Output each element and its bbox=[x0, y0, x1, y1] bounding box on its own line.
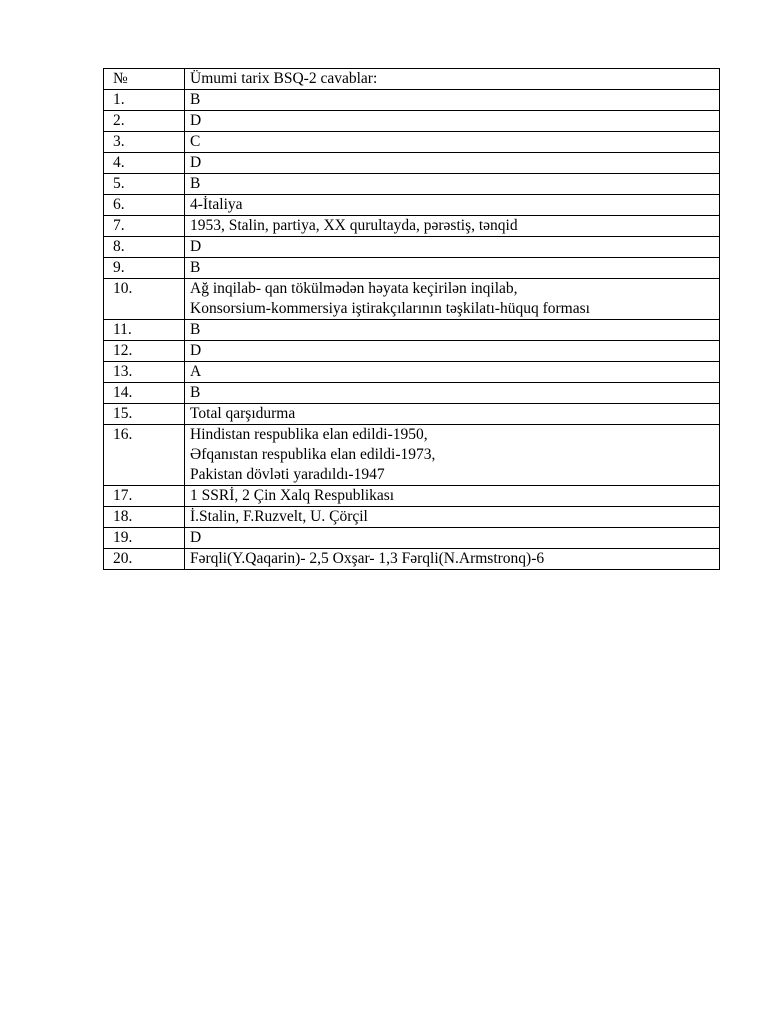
answer-cell bbox=[185, 111, 720, 132]
answer-line: D bbox=[190, 112, 202, 129]
question-number-cell: 7. bbox=[104, 216, 185, 237]
question-number-cell: 19. bbox=[104, 528, 185, 549]
answer-line: Total qarşıdurma bbox=[190, 405, 296, 422]
question-number-cell: 9. bbox=[104, 258, 185, 279]
answer-cell bbox=[185, 528, 720, 549]
answer-cell bbox=[185, 549, 720, 570]
answer-table-body bbox=[104, 69, 720, 570]
table-row bbox=[104, 90, 720, 111]
answer-cell bbox=[185, 425, 720, 486]
answer-cell bbox=[185, 132, 720, 153]
answer-cell bbox=[185, 507, 720, 528]
table-row bbox=[104, 528, 720, 549]
answer-cell bbox=[185, 279, 720, 320]
header-title-cell: Ümumi tarix BSQ-2 cavablar: bbox=[185, 69, 720, 90]
answer-line: 1953, Stalin, partiya, XX qurultayda, pərəstiş, tənqid bbox=[190, 217, 518, 234]
table-row bbox=[104, 111, 720, 132]
answer-cell bbox=[185, 341, 720, 362]
answer-line: Ağ inqilab- qan tökülmədən həyata keçirilən inqilab, bbox=[190, 280, 518, 297]
answer-line: D bbox=[190, 238, 202, 255]
table-row bbox=[104, 174, 720, 195]
question-number-cell: 14. bbox=[104, 383, 185, 404]
answer-cell bbox=[185, 90, 720, 111]
table-row bbox=[104, 216, 720, 237]
table-row bbox=[104, 404, 720, 425]
answer-line: B bbox=[190, 175, 201, 192]
answer-line: B bbox=[190, 321, 201, 338]
question-number-cell: 17. bbox=[104, 486, 185, 507]
question-number-cell: 5. bbox=[104, 174, 185, 195]
table-row bbox=[104, 486, 720, 507]
table-row bbox=[104, 237, 720, 258]
answer-cell bbox=[185, 216, 720, 237]
table-row bbox=[104, 549, 720, 570]
question-number-cell: 8. bbox=[104, 237, 185, 258]
answer-line: B bbox=[190, 384, 201, 401]
answer-cell bbox=[185, 383, 720, 404]
answer-line: B bbox=[190, 91, 201, 108]
answer-cell bbox=[185, 195, 720, 216]
answer-cell bbox=[185, 153, 720, 174]
answer-line: Fərqli(Y.Qaqarin)- 2,5 Oxşar- 1,3 Fərqli(N.Armstronq)-6 bbox=[190, 550, 545, 567]
question-number-cell: 20. bbox=[104, 549, 185, 570]
answer-cell bbox=[185, 258, 720, 279]
table-row bbox=[104, 383, 720, 404]
answer-line: Əfqanıstan respublika elan edildi-1973, bbox=[190, 446, 436, 463]
question-number-cell: 6. bbox=[104, 195, 185, 216]
question-number-cell: 18. bbox=[104, 507, 185, 528]
table-row bbox=[104, 258, 720, 279]
table-row bbox=[104, 132, 720, 153]
answer-line: Konsorsium-kommersiya iştirakçılarının təşkilatı-hüquq forması bbox=[190, 300, 590, 317]
answer-cell bbox=[185, 404, 720, 425]
answer-cell bbox=[185, 486, 720, 507]
table-row bbox=[104, 341, 720, 362]
question-number-cell: 13. bbox=[104, 362, 185, 383]
answer-cell bbox=[185, 362, 720, 383]
answer-line: Pakistan dövləti yaradıldı-1947 bbox=[190, 466, 385, 483]
answer-line: B bbox=[190, 259, 201, 276]
question-number-cell: 1. bbox=[104, 90, 185, 111]
answer-line: D bbox=[190, 154, 202, 171]
answer-line: A bbox=[190, 363, 202, 380]
answer-line: D bbox=[190, 529, 202, 546]
question-number-cell: 3. bbox=[104, 132, 185, 153]
question-number-cell: 11. bbox=[104, 320, 185, 341]
answer-cell bbox=[185, 237, 720, 258]
answer-line: İ.Stalin, F.Ruzvelt, U. Çörçil bbox=[190, 508, 368, 525]
answer-line: Hindistan respublika elan edildi-1950, bbox=[190, 426, 428, 443]
question-number-cell: 15. bbox=[104, 404, 185, 425]
question-number-cell: 2. bbox=[104, 111, 185, 132]
question-number-cell: 4. bbox=[104, 153, 185, 174]
table-header-row bbox=[104, 69, 720, 90]
answer-line: 1 SSRİ, 2 Çin Xalq Respublikası bbox=[190, 487, 395, 504]
answer-cell bbox=[185, 320, 720, 341]
answer-table bbox=[103, 68, 720, 570]
header-number-cell: № bbox=[104, 69, 185, 90]
answer-line: C bbox=[190, 133, 201, 150]
table-row bbox=[104, 195, 720, 216]
table-row bbox=[104, 362, 720, 383]
table-row bbox=[104, 425, 720, 486]
answer-cell bbox=[185, 174, 720, 195]
answer-line: 4-İtaliya bbox=[190, 196, 243, 213]
table-row bbox=[104, 507, 720, 528]
question-number-cell: 12. bbox=[104, 341, 185, 362]
question-number-cell: 16. bbox=[104, 425, 185, 486]
table-row bbox=[104, 279, 720, 320]
table-row bbox=[104, 153, 720, 174]
answer-line: D bbox=[190, 342, 202, 359]
table-row bbox=[104, 320, 720, 341]
question-number-cell: 10. bbox=[104, 279, 185, 320]
